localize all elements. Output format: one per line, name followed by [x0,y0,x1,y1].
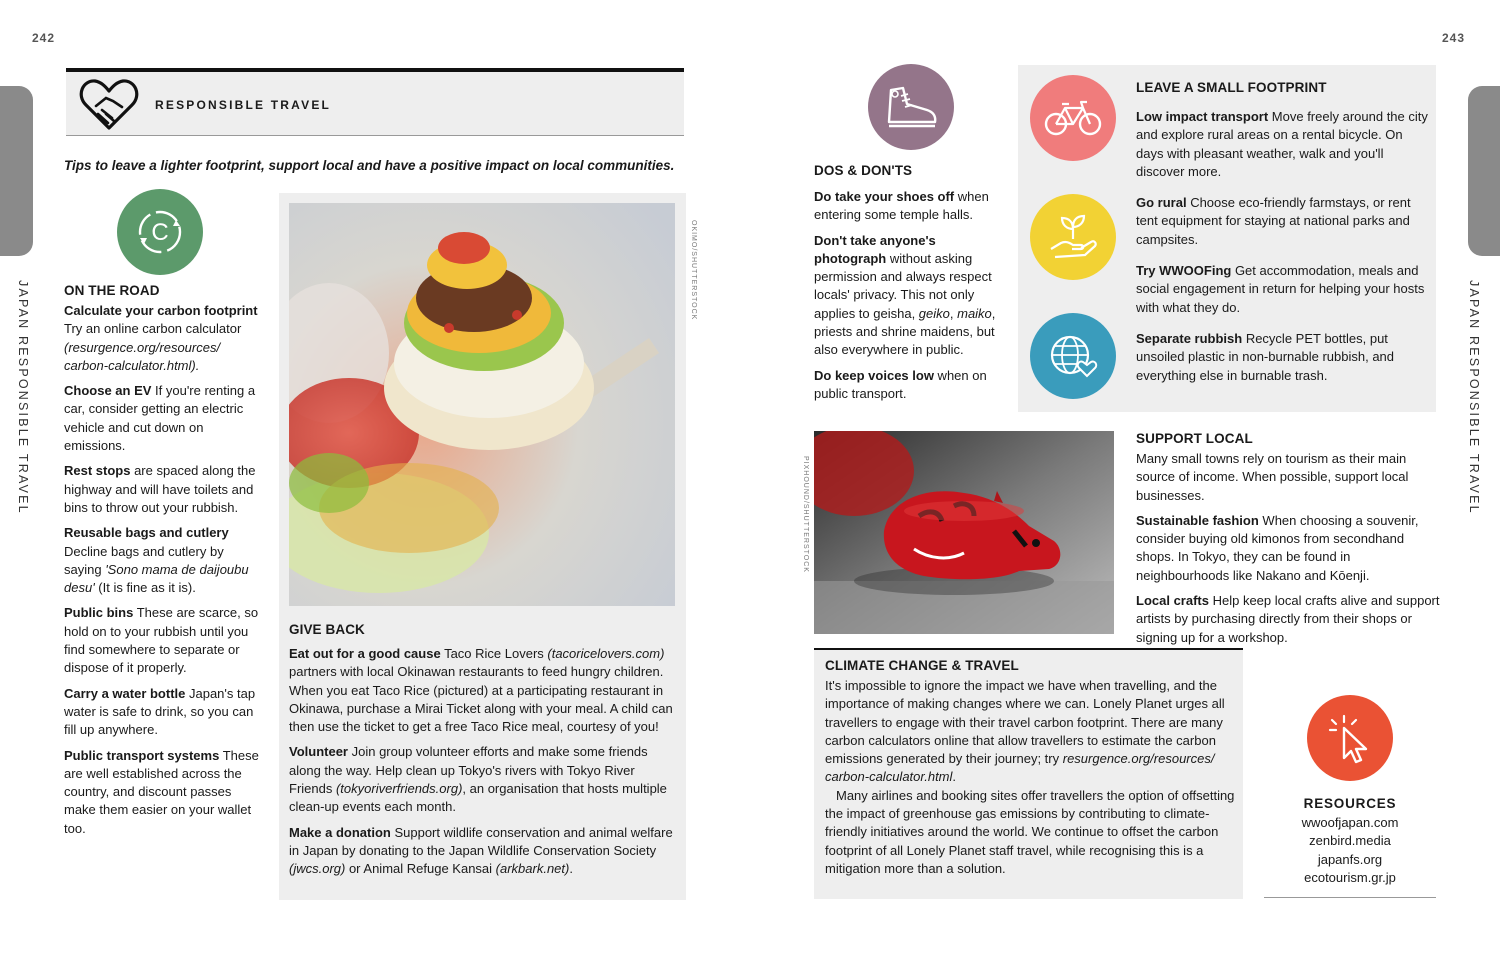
photo-credit: PIXHOUND/SHUTTERSTOCK [802,456,809,573]
bicycle-icon [1030,75,1116,161]
akabeko-photo [814,431,1114,634]
list-item: Separate rubbish Recycle PET bottles, put unsoiled plastic in non-burnable rubbish, and everything else in burnable trash. [1136,330,1395,383]
resource-link[interactable]: zenbird.media [1309,833,1391,849]
paragraph: It's impossible to ignore the impact we have when travelling, and the importance of making changes where we can. Lonely Planet urges all travellers to engage with their travel carbon footprint. There are many carbon calculators online that allow travellers to estimate the carbon emissions generated by their journey; try resurgence.org/resources/ carbon-calculator.html. [825,678,1225,785]
list-item: Public bins These are scarce, so hold on to your rubbish until you find somewhere to separate or dispose of it properly. [64,605,259,676]
list-item: Calculate your carbon footprint Try an online carbon calculator (resurgence.org/resources/ carbon-calculator.html). [64,303,258,373]
list-item: Public transport systems These are well established across the country, and discount passes make them easier on your wallet too. [64,747,259,836]
give-back-section [289,622,677,886]
page-number-right: 243 [1442,31,1466,45]
list-item: Choose an EV If you're renting a car, consider getting an electric vehicle and cut down on emissions. [64,383,256,454]
list-item: Sustainable fashion When choosing a souvenir, consider buying old kimonos from secondhand shops. In Tokyo, they can be found in neighbourhoods like Nakano and Kōenji. [1136,512,1419,583]
paragraph: Many airlines and booking sites offer travellers the option of offsetting the impact of greenhouse gas emissions by contributing to climate-friendly initiatives around the world. We continue to offset the carbon footprint of all Lonely Planet staff travel, while recognising this is a mitigation more than a solution. [825,787,1235,876]
page-number-left: 242 [32,31,56,45]
carbon-cycle-icon [117,189,203,275]
thumb-tab-right [1468,86,1500,256]
thumb-tab-left [0,86,33,256]
paragraph: Don't take anyone's photograph without asking permission and always respect locals' privacy. This not only applies to geisha, geiko, maiko, priests and shrine maidens, but also everywhere in public. [814,232,996,358]
climate-heading: CLIMATE CHANGE & TRAVEL [825,658,1019,673]
svg-text:C: C [151,219,169,246]
support-local-heading: SUPPORT LOCAL [1136,431,1253,446]
support-local-section [1136,431,1440,654]
dos-donts-section [814,163,1010,410]
side-label-right: JAPAN RESPONSIBLE TRAVEL [1467,280,1481,515]
intro-text: Tips to leave a lighter footprint, support local and have a positive impact on local communities. [64,158,675,173]
section-header [66,68,684,136]
resource-link[interactable]: japanfs.org [1317,851,1383,867]
handshake-heart-icon [78,76,140,139]
list-item: Rest stops are spaced along the highway and will have toilets and bins to throw out your rubbish. [64,463,256,515]
list-item: Low impact transport Move freely around the city and explore rural areas on a rental bicycle. On days with pleasant weather, walk and you'll discover more. [1136,109,1428,179]
side-label-left: JAPAN RESPONSIBLE TRAVEL [16,280,30,515]
photo-credit: OKIMO/SHUTTERSTOCK [690,220,697,321]
sneaker-icon [868,64,954,150]
give-back-heading: GIVE BACK [289,622,365,637]
list-item: Go rural Choose eco-friendly farmstays, or rent tent equipment for staying at national parks and campsites. [1136,195,1411,247]
section-title: RESPONSIBLE TRAVEL [155,98,332,112]
paragraph: Eat out for a good cause Taco Rice Lovers (tacoricelovers.com) partners with local Okinawan restaurants to feed hungry children. When you eat Taco Rice (pictured) at a participating restaurant in Okinawa, purchase a Mirai Ticket along with your meal. A child can then use the ticket to get a free Taco Rice meal, courtesy of you! [289,646,673,735]
resources-heading: RESOURCES [1303,796,1397,811]
taco-rice-photo [289,203,675,606]
paragraph: Make a donation Support wildlife conservation and animal welfare in Japan by donating to the Japan Wildlife Conservation Society (jwcs.org) or Animal Refuge Kansai (arkbark.net). [289,824,673,877]
resources-section [1264,796,1436,898]
paragraph: Many small towns rely on tourism as their main source of income. When possible, support local businesses. [1136,451,1409,503]
small-footprint-section [1136,80,1428,392]
list-item: Try WWOOFing Get accommodation, meals and social engagement in return for helping your hosts with what they do. [1136,263,1425,315]
paragraph: Do take your shoes off when entering some temple halls. [814,189,989,223]
list-item: Reusable bags and cutlery Decline bags and cutlery by saying 'Sono mama de daijoubu desu' (It is fine as it is). [64,525,249,596]
paragraph: Volunteer Join group volunteer efforts and make some friends along the way. Help clean up Tokyo's rivers with Tokyo River Friends (tokyoriverfriends.org), an organisation that hosts multiple clean-up events each month. [289,744,667,815]
cursor-click-icon [1307,695,1393,781]
list-item: Carry a water bottle Japan's tap water is safe to drink, so you can fill up anywhere. [64,685,256,738]
list-item: Local crafts Help keep local crafts alive and support artists by purchasing directly from their shops or signing up for a workshop. [1136,593,1440,645]
hand-plant-icon [1030,194,1116,280]
climate-section [825,658,1235,878]
paragraph: Do keep voices low when on public transport. [814,367,987,401]
on-the-road-heading: ON THE ROAD [64,283,160,298]
resource-link[interactable]: ecotourism.gr.jp [1304,869,1396,885]
resource-link[interactable]: wwoofjapan.com [1301,815,1399,830]
dos-donts-heading: DOS & DON'TS [814,163,913,178]
on-the-road-section [64,283,260,845]
small-footprint-heading: LEAVE A SMALL FOOTPRINT [1136,80,1327,95]
globe-heart-icon [1030,313,1116,399]
